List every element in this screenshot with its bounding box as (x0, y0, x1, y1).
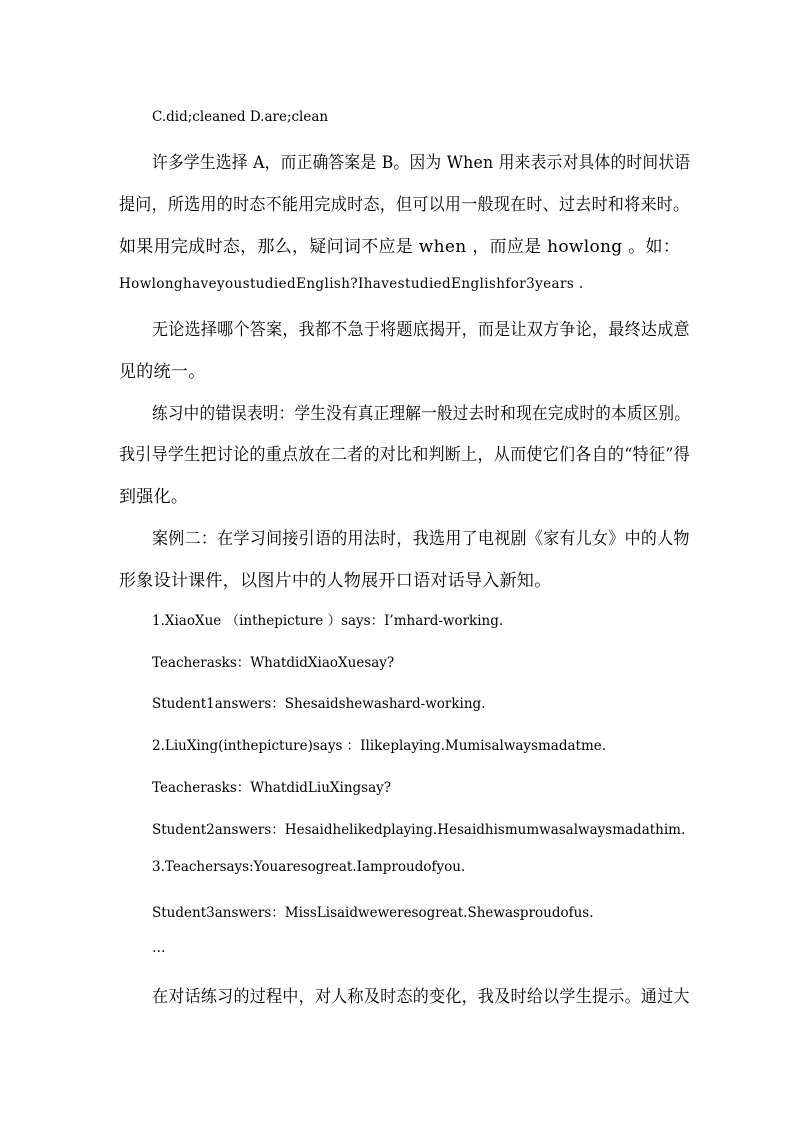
dialogue-line: Student1answers：Shesaidshewashard-working. (152, 696, 486, 712)
paragraph-line: 形象设计课件，以图片中的人物展开口语对话导入新知。 (119, 571, 552, 591)
paragraph-line: 我引导学生把讨论的重点放在二者的对比和判断上，从而使它们各自的“特征”得 (119, 445, 691, 465)
dialogue-line: Student2answers：Hesaidhelikedplaying.Hesaidhismumwasalwaysmadathim. (152, 822, 686, 838)
dialogue-line: 3.Teachersays:Youaresogreat.Iamproudofyou. (152, 859, 466, 875)
paragraph-line: 见的统一。 (119, 362, 206, 382)
dialogue-line: 2.LiuXing(inthepicture)says ：Ilikeplaying.Mumisalwaysmadatme. (152, 738, 607, 754)
paragraph-line: 练习中的错误表明：学生没有真正理解一般过去时和现在完成时的本质区别。 (152, 404, 691, 424)
dialogue-line: Teacherasks：WhatdidXiaoXuesay? (152, 655, 395, 671)
example-sentence-line: HowlonghaveyoustudiedEnglish?IhavestudiedEnglishfor3years . (119, 276, 584, 292)
paragraph-line: 许多学生选择 A，而正确答案是 B。因为 When 用来表示对具体的时间状语 (152, 153, 691, 173)
paragraph-line: 提问，所选用的时态不能用完成时态，但可以用一般现在时、过去时和将来时。 (119, 195, 690, 215)
dialogue-line: Student3answers：MissLisaidweweresogreat.Shewasproudofus. (152, 905, 594, 921)
paragraph-line: 到强化。 (119, 487, 189, 507)
paragraph-line: 如果用完成时态，那么，疑问词不应是 when ，而应是 howlong 。如： (119, 237, 681, 257)
case-heading-line: 案例二：在学习间接引语的用法时，我选用了电视剧《家有儿女》中的人物 (152, 529, 690, 549)
answer-options-line: C.did;cleaned D.are;clean (152, 109, 329, 125)
dialogue-line: Teacherasks：WhatdidLiuXingsay? (152, 780, 392, 796)
ellipsis-line: … (152, 940, 166, 956)
paragraph-line: 在对话练习的过程中，对人称及时态的变化，我及时给以学生提示。通过大 (152, 987, 690, 1007)
dialogue-line: 1.XiaoXue （inthepicture ）says：I’mhard-working. (152, 613, 504, 629)
paragraph-line: 无论选择哪个答案，我都不急于将题底揭开，而是让双方争论，最终达成意 (152, 320, 690, 340)
